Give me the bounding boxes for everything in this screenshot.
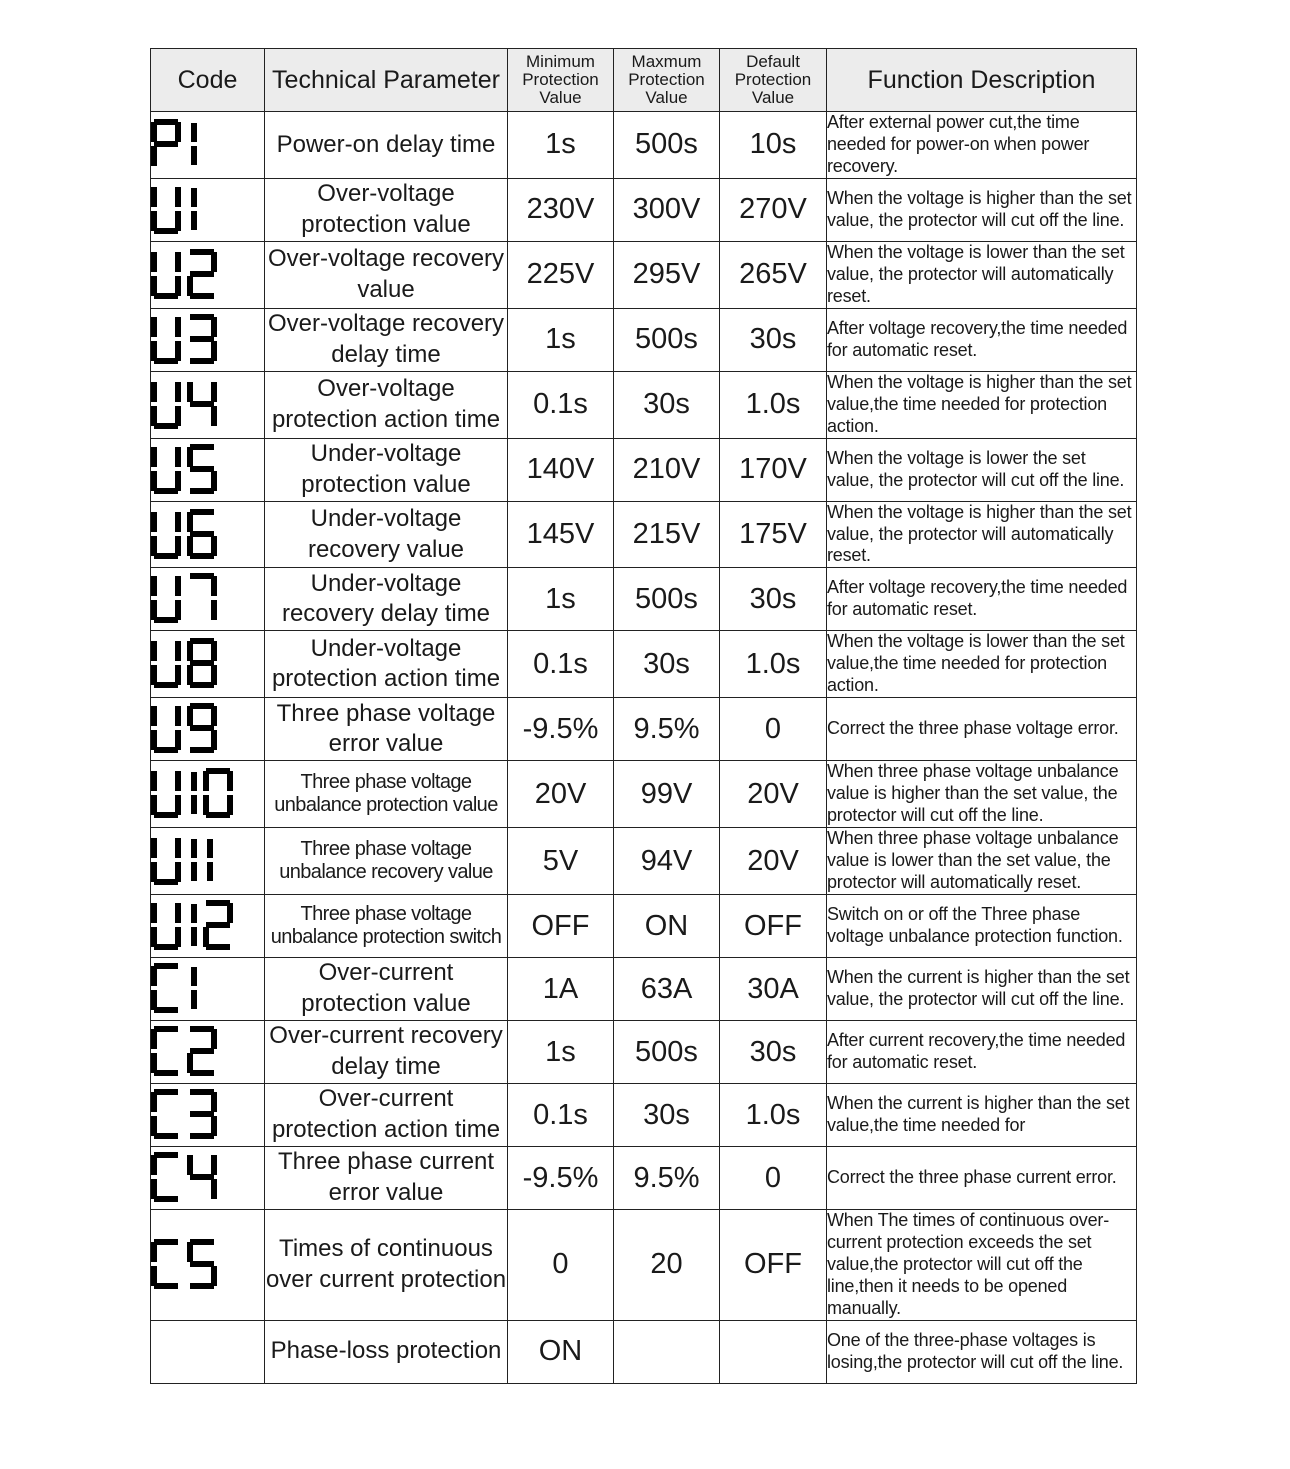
header-code: Code — [151, 49, 265, 112]
technical-parameter-cell: Over-current protection value — [265, 958, 508, 1021]
code-cell — [151, 178, 265, 241]
function-description-cell — [827, 631, 1137, 698]
table-row — [151, 1021, 1137, 1084]
minimum-value-cell: 0 — [508, 1210, 614, 1321]
table-row — [151, 631, 1137, 698]
function-description-cell — [827, 1084, 1137, 1147]
function-description-cell — [827, 501, 1137, 568]
function-description-text: When the current is higher than the set value, the protector will cut off the line. — [827, 967, 1130, 1010]
minimum-value-cell: 0.1s — [508, 631, 614, 698]
code-cell — [151, 828, 265, 895]
default-value-cell: 30A — [720, 958, 827, 1021]
function-description-text: When the voltage is lower than the set value, the protector will automatically reset. — [827, 241, 1125, 306]
header-function-description: Function Description — [827, 49, 1137, 112]
code-cell — [151, 241, 265, 308]
technical-parameter-cell: Three phase voltage unbalance recovery value — [265, 828, 508, 895]
technical-parameter-cell: Over-voltage protection value — [265, 178, 508, 241]
code-cell — [151, 1210, 265, 1321]
default-value-cell: 265V — [720, 241, 827, 308]
table-row — [151, 1147, 1137, 1210]
default-value-cell: 170V — [720, 438, 827, 501]
technical-parameter-cell: Over-voltage recovery value — [265, 241, 508, 308]
default-value-cell: 20V — [720, 828, 827, 895]
display-code-u11 — [151, 835, 219, 887]
default-value-cell: 20V — [720, 761, 827, 828]
technical-parameter-cell: Three phase voltage error value — [265, 698, 508, 761]
code-cell — [151, 958, 265, 1021]
technical-parameter-cell: Phase-loss protection — [265, 1320, 508, 1383]
function-description-cell — [827, 241, 1137, 308]
default-value-cell: 1.0s — [720, 371, 827, 438]
header-minimum-protection-value: Minimum Protection Value — [508, 49, 614, 112]
maximum-value-cell: 500s — [614, 568, 720, 631]
maximum-value-cell: 500s — [614, 308, 720, 371]
table-row — [151, 1084, 1137, 1147]
function-description-cell — [827, 308, 1137, 371]
function-description-cell — [827, 371, 1137, 438]
default-value-cell: 30s — [720, 1021, 827, 1084]
maximum-value-cell: 9.5% — [614, 698, 720, 761]
technical-parameter-cell: Times of continuous over current protection — [265, 1210, 508, 1321]
parameter-table — [150, 48, 1137, 1384]
function-description-text: When the voltage is lower the set value, the protector will cut off the line. — [827, 447, 1125, 490]
technical-parameter-cell: Under-voltage protection value — [265, 438, 508, 501]
function-description-text: When the voltage is higher than the set value, the protector will automatically reset. — [827, 501, 1132, 566]
display-code-u2 — [151, 249, 223, 301]
code-cell — [151, 1021, 265, 1084]
maximum-value-cell: 30s — [614, 1084, 720, 1147]
minimum-value-cell: 0.1s — [508, 371, 614, 438]
code-cell — [151, 761, 265, 828]
function-description-text: After voltage recovery,the time needed for automatic reset. — [827, 317, 1128, 360]
technical-parameter-cell: Under-voltage recovery value — [265, 501, 508, 568]
display-code-u1 — [151, 184, 203, 236]
table-row — [151, 958, 1137, 1021]
function-description-text: Correct the three phase voltage error. — [827, 718, 1119, 739]
function-description-cell — [827, 1210, 1137, 1321]
minimum-value-cell: 230V — [508, 178, 614, 241]
maximum-value-cell: 295V — [614, 241, 720, 308]
default-value-cell: OFF — [720, 1210, 827, 1321]
code-cell — [151, 501, 265, 568]
function-description-text: When three phase voltage unbalance value is higher than the set value, the protector will cut off the line. — [827, 761, 1119, 826]
code-cell — [151, 438, 265, 501]
display-code-u6 — [151, 509, 223, 561]
maximum-value-cell — [614, 1320, 720, 1383]
table-row — [151, 438, 1137, 501]
display-code-u9 — [151, 703, 223, 755]
display-code-c2 — [151, 1026, 223, 1078]
technical-parameter-cell: Three phase voltage unbalance protection switch — [265, 895, 508, 958]
header-row — [151, 49, 1137, 112]
maximum-value-cell: 94V — [614, 828, 720, 895]
function-description-cell — [827, 895, 1137, 958]
minimum-value-cell: -9.5% — [508, 1147, 614, 1210]
function-description-cell — [827, 1320, 1137, 1383]
maximum-value-cell: ON — [614, 895, 720, 958]
table-row — [151, 895, 1137, 958]
minimum-value-cell: 1s — [508, 308, 614, 371]
display-code-u8 — [151, 638, 223, 690]
function-description-cell — [827, 112, 1137, 179]
header-default-protection-value: Default Protection Value — [720, 49, 827, 112]
minimum-value-cell: OFF — [508, 895, 614, 958]
function-description-cell — [827, 958, 1137, 1021]
default-value-cell: 30s — [720, 308, 827, 371]
function-description-text: After voltage recovery,the time needed for automatic reset. — [827, 577, 1128, 620]
default-value-cell: 270V — [720, 178, 827, 241]
minimum-value-cell: 1s — [508, 1021, 614, 1084]
table-row — [151, 698, 1137, 761]
minimum-value-cell: 1s — [508, 112, 614, 179]
function-description-cell — [827, 1021, 1137, 1084]
table-row — [151, 501, 1137, 568]
display-code-u10 — [151, 768, 239, 820]
code-cell — [151, 568, 265, 631]
function-description-text: One of the three-phase voltages is losing,the protector will cut off the line. — [827, 1329, 1124, 1372]
display-code-c5 — [151, 1239, 223, 1291]
function-description-text: Correct the three phase current error. — [827, 1167, 1117, 1188]
display-code-c4 — [151, 1152, 223, 1204]
table-row — [151, 761, 1137, 828]
technical-parameter-cell: Over-voltage recovery delay time — [265, 308, 508, 371]
technical-parameter-cell: Over-current protection action time — [265, 1084, 508, 1147]
maximum-value-cell: 30s — [614, 631, 720, 698]
function-description-text: When the voltage is higher than the set value,the time needed for protection action. — [827, 371, 1132, 436]
function-description-cell — [827, 568, 1137, 631]
header-technical-parameter: Technical Parameter — [265, 49, 508, 112]
minimum-value-cell: 5V — [508, 828, 614, 895]
function-description-text: When the voltage is higher than the set value, the protector will cut off the line. — [827, 187, 1132, 230]
default-value-cell: 1.0s — [720, 631, 827, 698]
table-row — [151, 371, 1137, 438]
function-description-cell — [827, 828, 1137, 895]
maximum-value-cell: 9.5% — [614, 1147, 720, 1210]
maximum-value-cell: 500s — [614, 1021, 720, 1084]
minimum-value-cell: -9.5% — [508, 698, 614, 761]
minimum-value-cell: 20V — [508, 761, 614, 828]
default-value-cell: 30s — [720, 568, 827, 631]
table-row — [151, 308, 1137, 371]
function-description-cell — [827, 178, 1137, 241]
header-maximum-protection-value: Maxmum Protection Value — [614, 49, 720, 112]
minimum-value-cell: 1A — [508, 958, 614, 1021]
code-cell — [151, 112, 265, 179]
default-value-cell — [720, 1320, 827, 1383]
function-description-cell — [827, 698, 1137, 761]
default-value-cell: 0 — [720, 1147, 827, 1210]
code-cell — [151, 698, 265, 761]
function-description-cell — [827, 438, 1137, 501]
maximum-value-cell: 210V — [614, 438, 720, 501]
technical-parameter-cell: Three phase voltage unbalance protection value — [265, 761, 508, 828]
minimum-value-cell: 145V — [508, 501, 614, 568]
technical-parameter-cell: Under-voltage protection action time — [265, 631, 508, 698]
function-description-cell — [827, 1147, 1137, 1210]
technical-parameter-cell: Three phase current error value — [265, 1147, 508, 1210]
technical-parameter-cell: Over-current recovery delay time — [265, 1021, 508, 1084]
default-value-cell: 0 — [720, 698, 827, 761]
display-code-u12 — [151, 900, 239, 952]
display-code-p1 — [151, 119, 203, 171]
maximum-value-cell: 63A — [614, 958, 720, 1021]
table-row — [151, 1320, 1137, 1383]
default-value-cell: 1.0s — [720, 1084, 827, 1147]
code-cell — [151, 1084, 265, 1147]
table-row — [151, 568, 1137, 631]
code-cell — [151, 631, 265, 698]
technical-parameter-cell: Over-voltage protection action time — [265, 371, 508, 438]
function-description-text: When three phase voltage unbalance value is lower than the set value, the protector will automatically reset. — [827, 828, 1119, 893]
display-code-u4 — [151, 379, 223, 431]
maximum-value-cell: 500s — [614, 112, 720, 179]
code-cell — [151, 308, 265, 371]
technical-parameter-cell: Power-on delay time — [265, 112, 508, 179]
default-value-cell: 10s — [720, 112, 827, 179]
technical-parameter-cell: Under-voltage recovery delay time — [265, 568, 508, 631]
function-description-text: Switch on or off the Three phase voltage unbalance protection function. — [827, 904, 1123, 947]
maximum-value-cell: 30s — [614, 371, 720, 438]
function-description-text: After current recovery,the time needed for automatic reset. — [827, 1030, 1126, 1073]
code-cell — [151, 1320, 265, 1383]
minimum-value-cell: 140V — [508, 438, 614, 501]
display-code-u3 — [151, 314, 223, 366]
display-code-u7 — [151, 573, 223, 625]
default-value-cell: OFF — [720, 895, 827, 958]
function-description-cell — [827, 761, 1137, 828]
default-value-cell: 175V — [720, 501, 827, 568]
display-code-c3 — [151, 1089, 223, 1141]
table-row — [151, 112, 1137, 179]
code-cell — [151, 1147, 265, 1210]
table-row — [151, 1210, 1137, 1321]
function-description-text: After external power cut,the time needed for power-on when power recovery. — [827, 112, 1090, 176]
minimum-value-cell: ON — [508, 1320, 614, 1383]
code-cell — [151, 371, 265, 438]
maximum-value-cell: 99V — [614, 761, 720, 828]
table-row — [151, 241, 1137, 308]
display-code-c1 — [151, 963, 203, 1015]
table-row — [151, 828, 1137, 895]
minimum-value-cell: 1s — [508, 568, 614, 631]
maximum-value-cell: 300V — [614, 178, 720, 241]
minimum-value-cell: 225V — [508, 241, 614, 308]
table-row — [151, 178, 1137, 241]
function-description-text: When The times of continuous over-current protection exceeds the set value,the protector will cut off the line,then it needs to be opened manually. — [827, 1210, 1110, 1318]
maximum-value-cell: 215V — [614, 501, 720, 568]
maximum-value-cell: 20 — [614, 1210, 720, 1321]
minimum-value-cell: 0.1s — [508, 1084, 614, 1147]
function-description-text: When the voltage is lower than the set value,the time needed for protection action. — [827, 631, 1125, 696]
code-cell — [151, 895, 265, 958]
display-code-u5 — [151, 444, 223, 496]
function-description-text: When the current is higher than the set value,the time needed for — [827, 1093, 1130, 1136]
